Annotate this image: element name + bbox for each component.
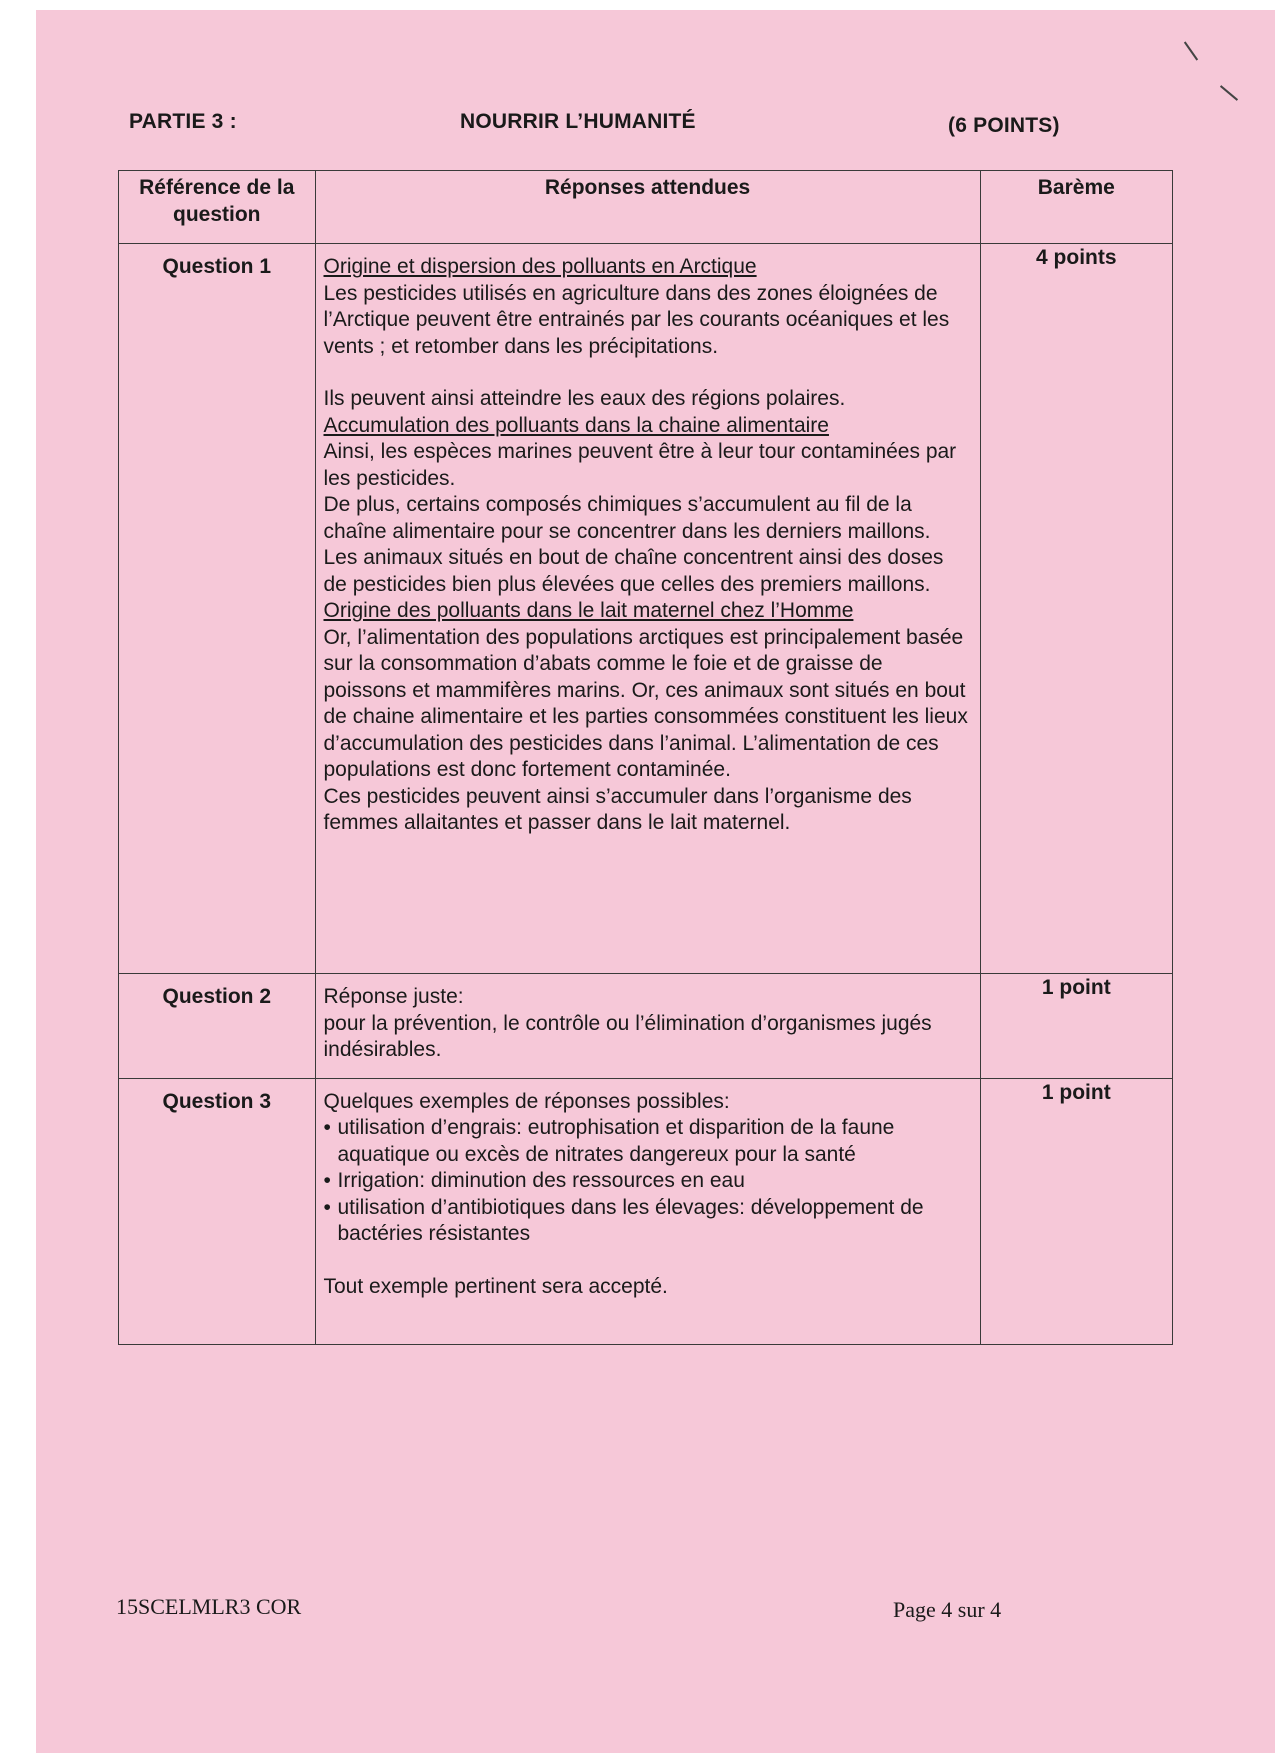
answer-subheading: Origine et dispersion des polluants en Arctique [323,255,757,278]
answer-intro: Réponse juste: [323,985,464,1008]
question-2-answer [315,974,980,1079]
question-1-answer [315,244,980,974]
column-header-reference: Référence de la question [119,171,316,244]
question-reference: Question 3 [119,1078,316,1344]
question-reference: Question 2 [119,974,316,1079]
answer-paragraph: pour la prévention, le contrôle ou l’élimination d’organismes jugés indésirables. [323,1011,932,1061]
question-reference: Question 1 [119,244,316,974]
list-item: • utilisation d’engrais: eutrophisation et disparition de la faune aquatique ou excès de nitrates dangereux pour la santé [324,1115,970,1168]
points-total: (6 POINTS) [948,114,1060,137]
answer-bullet-list [324,1115,970,1248]
answer-closing: Tout exemple pertinent sera accepté. [323,1274,668,1298]
answer-paragraph: Les pesticides utilisés en agriculture dans des zones éloignées de l’Arctique peuvent être entrainés par les courants océaniques et les vents ; et retomber dans les précipitations. [323,281,950,358]
column-header-bareme: Barème [980,171,1172,244]
question-score: 1 point [980,1078,1172,1344]
section-title: NOURRIR L’HUMANITÉ [460,110,696,133]
part-label: PARTIE 3 : [129,110,237,133]
answer-paragraph: Ainsi, les espèces marines peuvent être à leur tour contaminées par les pesticides. [323,440,957,490]
column-header-responses: Réponses attendues [315,171,980,244]
answer-paragraph: Ces pesticides peuvent ainsi s’accumuler dans l’organisme des femmes allaitantes et passer dans le lait maternel. [323,784,912,834]
list-item: • Irrigation: diminution des ressources en eau [324,1168,970,1195]
page-number: Page 4 sur 4 [893,1597,1002,1622]
answer-paragraph: Or, l’alimentation des populations arctiques est principalement basée sur la consommation d’abats comme le foie et de graisse de poissons et mammifères marins. Or, ces animaux sont situés en bout de chaine alimentaire et les parties consommées constituent les lieux d’accumulation des pesticides dans l’animal. L’alimentation de ces populations est donc fortement contaminée. [323,625,968,781]
answer-subheading: Origine des polluants dans le lait maternel chez l’Homme [323,599,854,622]
answer-paragraph: De plus, certains composés chimiques s’accumulent au fil de la chaîne alimentaire pour se concentrer dans les derniers maillons. Les animaux situés en bout de chaîne concentrent ainsi des doses de pesticides bien plus élevées que celles des premiers maillons. [323,493,944,596]
table-row-question-3 [119,1078,1173,1344]
document-code: 15SCELMLR3 COR [116,1594,302,1619]
question-score: 1 point [980,974,1172,1079]
answer-intro: Quelques exemples de réponses possibles: [323,1089,730,1113]
table-row-question-2 [119,974,1173,1079]
table-row-question-1 [119,244,1173,974]
answer-subheading: Accumulation des polluants dans la chaine alimentaire [323,413,829,437]
list-item: • utilisation d’antibiotiques dans les élevages: développement de bactéries résistantes [324,1195,970,1248]
answer-paragraph: Ils peuvent ainsi atteindre les eaux des régions polaires. [323,387,846,410]
question-3-answer [315,1078,980,1344]
table-header-row [119,171,1173,244]
answers-table [118,170,1173,1345]
question-score: 4 points [980,244,1172,974]
